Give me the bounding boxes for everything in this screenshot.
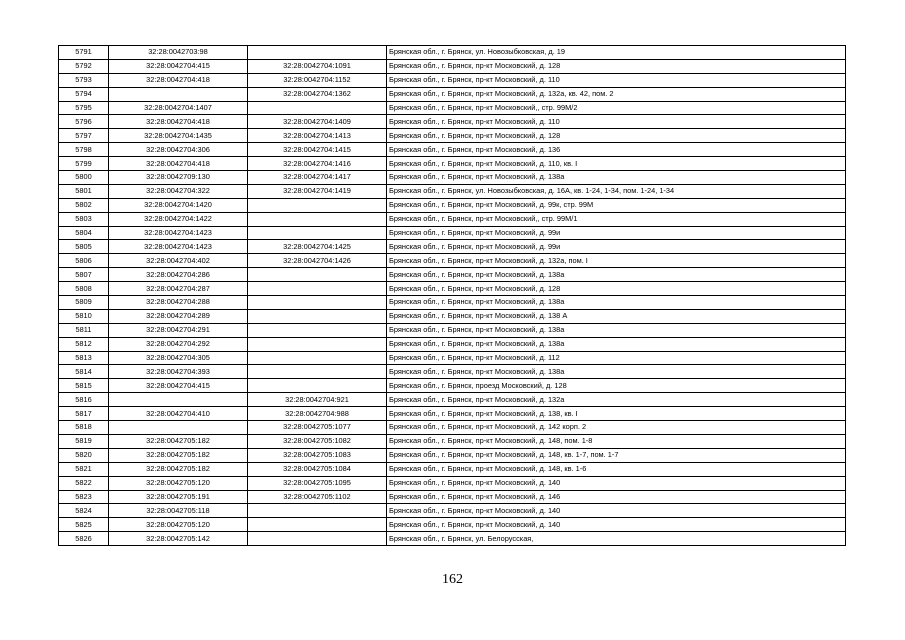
row-number-cell: 5803 <box>59 212 109 226</box>
address-cell: Брянская обл., г. Брянск, пр-кт Московский, д. 138, кв. I <box>387 407 846 421</box>
related-cadastral-cell: 32:28:0042704:1409 <box>248 115 387 129</box>
row-number-cell: 5797 <box>59 129 109 143</box>
related-cadastral-cell <box>248 46 387 60</box>
cadastral-number-cell: 32:28:0042704:305 <box>109 351 248 365</box>
cadastral-number-cell: 32:28:0042704:1420 <box>109 198 248 212</box>
cadastral-number-cell: 32:28:0042704:415 <box>109 59 248 73</box>
row-number-cell: 5808 <box>59 282 109 296</box>
address-cell: Брянская обл., г. Брянск, пр-кт Московский, д. 99к, стр. 99М <box>387 198 846 212</box>
row-number-cell: 5810 <box>59 309 109 323</box>
address-cell: Брянская обл., г. Брянск, пр-кт Московский, д. 138а <box>387 323 846 337</box>
address-cell: Брянская обл., г. Брянск, пр-кт Московский, д. 140 <box>387 504 846 518</box>
cadastral-number-cell: 32:28:0042705:120 <box>109 518 248 532</box>
table-row <box>59 434 846 448</box>
registry-table <box>58 45 846 546</box>
cadastral-number-cell: 32:28:0042704:1435 <box>109 129 248 143</box>
related-cadastral-cell: 32:28:0042705:1077 <box>248 421 387 435</box>
related-cadastral-cell: 32:28:0042704:988 <box>248 407 387 421</box>
related-cadastral-cell <box>248 518 387 532</box>
related-cadastral-cell <box>248 101 387 115</box>
table-row <box>59 101 846 115</box>
address-cell: Брянская обл., г. Брянск, пр-кт Московский, д. 148, кв. 1-7, пом. 1-7 <box>387 448 846 462</box>
row-number-cell: 5816 <box>59 393 109 407</box>
row-number-cell: 5791 <box>59 46 109 60</box>
table-row <box>59 46 846 60</box>
cadastral-number-cell: 32:28:0042704:288 <box>109 296 248 310</box>
table-row <box>59 448 846 462</box>
address-cell: Брянская обл., г. Брянск, пр-кт Московский, д. 128 <box>387 59 846 73</box>
address-cell: Брянская обл., г. Брянск, пр-кт Московский, д. 138а <box>387 365 846 379</box>
table-row <box>59 393 846 407</box>
table-row <box>59 323 846 337</box>
related-cadastral-cell <box>248 226 387 240</box>
related-cadastral-cell: 32:28:0042704:1152 <box>248 73 387 87</box>
table-row <box>59 351 846 365</box>
related-cadastral-cell: 32:28:0042704:1415 <box>248 143 387 157</box>
address-cell: Брянская обл., г. Брянск, пр-кт Московский, д. 138а <box>387 171 846 185</box>
related-cadastral-cell: 32:28:0042704:1426 <box>248 254 387 268</box>
row-number-cell: 5798 <box>59 143 109 157</box>
row-number-cell: 5805 <box>59 240 109 254</box>
page-number: 162 <box>442 572 463 587</box>
address-cell: Брянская обл., г. Брянск, пр-кт Московский, д. 136 <box>387 143 846 157</box>
address-cell: Брянская обл., г. Брянск, пр-кт Московский, д. 140 <box>387 518 846 532</box>
address-cell: Брянская обл., г. Брянск, пр-кт Московский, д. 132а, кв. 42, пом. 2 <box>387 87 846 101</box>
table-row <box>59 518 846 532</box>
cadastral-number-cell: 32:28:0042703:98 <box>109 46 248 60</box>
row-number-cell: 5811 <box>59 323 109 337</box>
address-cell: Брянская обл., г. Брянск, пр-кт Московский, д. 138а <box>387 296 846 310</box>
table-row <box>59 462 846 476</box>
related-cadastral-cell <box>248 282 387 296</box>
related-cadastral-cell: 32:28:0042705:1083 <box>248 448 387 462</box>
cadastral-number-cell <box>109 393 248 407</box>
related-cadastral-cell <box>248 198 387 212</box>
table-body <box>59 46 846 546</box>
cadastral-number-cell: 32:28:0042704:286 <box>109 268 248 282</box>
address-cell: Брянская обл., г. Брянск, ул. Новозыбковская, д. 19 <box>387 46 846 60</box>
address-cell: Брянская обл., г. Брянск, пр-кт Московский, д. 132а <box>387 393 846 407</box>
related-cadastral-cell <box>248 379 387 393</box>
row-number-cell: 5802 <box>59 198 109 212</box>
table-row <box>59 532 846 546</box>
address-cell: Брянская обл., г. Брянск, пр-кт Московский,, стр. 99М/1 <box>387 212 846 226</box>
cadastral-number-cell: 32:28:0042704:291 <box>109 323 248 337</box>
related-cadastral-cell: 32:28:0042704:921 <box>248 393 387 407</box>
cadastral-number-cell: 32:28:0042704:1422 <box>109 212 248 226</box>
row-number-cell: 5809 <box>59 296 109 310</box>
table-row <box>59 407 846 421</box>
cadastral-number-cell: 32:28:0042704:322 <box>109 184 248 198</box>
table-row <box>59 282 846 296</box>
table-row <box>59 129 846 143</box>
address-cell: Брянская обл., г. Брянск, пр-кт Московский, д. 146 <box>387 490 846 504</box>
table-row <box>59 421 846 435</box>
row-number-cell: 5819 <box>59 434 109 448</box>
row-number-cell: 5799 <box>59 157 109 171</box>
cadastral-number-cell: 32:28:0042704:1423 <box>109 240 248 254</box>
cadastral-number-cell: 32:28:0042705:191 <box>109 490 248 504</box>
cadastral-number-cell: 32:28:0042705:182 <box>109 434 248 448</box>
table-row <box>59 268 846 282</box>
address-cell: Брянская обл., г. Брянск, проезд Московский, д. 128 <box>387 379 846 393</box>
cadastral-number-cell <box>109 421 248 435</box>
address-cell: Брянская обл., г. Брянск, пр-кт Московский, д. 112 <box>387 351 846 365</box>
cadastral-number-cell: 32:28:0042704:418 <box>109 157 248 171</box>
table-row <box>59 184 846 198</box>
row-number-cell: 5825 <box>59 518 109 532</box>
related-cadastral-cell <box>248 351 387 365</box>
related-cadastral-cell: 32:28:0042704:1413 <box>248 129 387 143</box>
row-number-cell: 5814 <box>59 365 109 379</box>
row-number-cell: 5820 <box>59 448 109 462</box>
row-number-cell: 5793 <box>59 73 109 87</box>
cadastral-number-cell: 32:28:0042705:142 <box>109 532 248 546</box>
address-cell: Брянская обл., г. Брянск, пр-кт Московский, д. 99и <box>387 240 846 254</box>
related-cadastral-cell: 32:28:0042705:1084 <box>248 462 387 476</box>
row-number-cell: 5792 <box>59 59 109 73</box>
row-number-cell: 5800 <box>59 171 109 185</box>
table-row <box>59 490 846 504</box>
row-number-cell: 5801 <box>59 184 109 198</box>
table-row <box>59 337 846 351</box>
related-cadastral-cell: 32:28:0042704:1419 <box>248 184 387 198</box>
related-cadastral-cell: 32:28:0042704:1425 <box>248 240 387 254</box>
address-cell: Брянская обл., г. Брянск, пр-кт Московский, д. 110, кв. I <box>387 157 846 171</box>
row-number-cell: 5823 <box>59 490 109 504</box>
address-cell: Брянская обл., г. Брянск, пр-кт Московский, д. 138а <box>387 337 846 351</box>
cadastral-number-cell: 32:28:0042704:289 <box>109 309 248 323</box>
table-row <box>59 73 846 87</box>
table-row <box>59 198 846 212</box>
related-cadastral-cell: 32:28:0042704:1416 <box>248 157 387 171</box>
row-number-cell: 5826 <box>59 532 109 546</box>
related-cadastral-cell <box>248 296 387 310</box>
table-row <box>59 115 846 129</box>
address-cell: Брянская обл., г. Брянск, пр-кт Московский,, стр. 99М/2 <box>387 101 846 115</box>
related-cadastral-cell <box>248 337 387 351</box>
cadastral-number-cell: 32:28:0042704:418 <box>109 73 248 87</box>
table-row <box>59 254 846 268</box>
cadastral-number-cell <box>109 87 248 101</box>
address-cell: Брянская обл., г. Брянск, ул. Новозыбковская, д. 16А, кв. 1-24, 1-34, пом. 1-24, 1-34 <box>387 184 846 198</box>
cadastral-number-cell: 32:28:0042704:418 <box>109 115 248 129</box>
table-row <box>59 87 846 101</box>
related-cadastral-cell: 32:28:0042704:1091 <box>248 59 387 73</box>
cadastral-number-cell: 32:28:0042704:402 <box>109 254 248 268</box>
row-number-cell: 5807 <box>59 268 109 282</box>
cadastral-number-cell: 32:28:0042704:1423 <box>109 226 248 240</box>
table-row <box>59 504 846 518</box>
row-number-cell: 5824 <box>59 504 109 518</box>
related-cadastral-cell: 32:28:0042705:1102 <box>248 490 387 504</box>
table-row <box>59 240 846 254</box>
related-cadastral-cell: 32:28:0042705:1095 <box>248 476 387 490</box>
table-row <box>59 309 846 323</box>
related-cadastral-cell: 32:28:0042705:1082 <box>248 434 387 448</box>
cadastral-number-cell: 32:28:0042705:120 <box>109 476 248 490</box>
related-cadastral-cell <box>248 323 387 337</box>
table-row <box>59 143 846 157</box>
address-cell: Брянская обл., г. Брянск, пр-кт Московский, д. 128 <box>387 282 846 296</box>
row-number-cell: 5813 <box>59 351 109 365</box>
address-cell: Брянская обл., г. Брянск, пр-кт Московский, д. 148, пом. 1-8 <box>387 434 846 448</box>
address-cell: Брянская обл., г. Брянск, пр-кт Московский, д. 138 А <box>387 309 846 323</box>
row-number-cell: 5817 <box>59 407 109 421</box>
table-row <box>59 365 846 379</box>
table-row <box>59 157 846 171</box>
related-cadastral-cell <box>248 365 387 379</box>
cadastral-number-cell: 32:28:0042704:1407 <box>109 101 248 115</box>
row-number-cell: 5795 <box>59 101 109 115</box>
related-cadastral-cell <box>248 504 387 518</box>
address-cell: Брянская обл., г. Брянск, пр-кт Московский, д. 148, кв. 1-6 <box>387 462 846 476</box>
cadastral-number-cell: 32:28:0042705:118 <box>109 504 248 518</box>
cadastral-number-cell: 32:28:0042704:306 <box>109 143 248 157</box>
cadastral-number-cell: 32:28:0042709:130 <box>109 171 248 185</box>
row-number-cell: 5818 <box>59 421 109 435</box>
related-cadastral-cell: 32:28:0042704:1417 <box>248 171 387 185</box>
address-cell: Брянская обл., г. Брянск, пр-кт Московский, д. 110 <box>387 115 846 129</box>
table-row <box>59 296 846 310</box>
related-cadastral-cell <box>248 532 387 546</box>
row-number-cell: 5804 <box>59 226 109 240</box>
row-number-cell: 5796 <box>59 115 109 129</box>
cadastral-number-cell: 32:28:0042704:292 <box>109 337 248 351</box>
address-cell: Брянская обл., г. Брянск, пр-кт Московский, д. 132а, пом. I <box>387 254 846 268</box>
table-row <box>59 59 846 73</box>
related-cadastral-cell <box>248 268 387 282</box>
cadastral-number-cell: 32:28:0042705:182 <box>109 462 248 476</box>
related-cadastral-cell: 32:28:0042704:1362 <box>248 87 387 101</box>
address-cell: Брянская обл., г. Брянск, пр-кт Московский, д. 99и <box>387 226 846 240</box>
related-cadastral-cell <box>248 309 387 323</box>
row-number-cell: 5815 <box>59 379 109 393</box>
address-cell: Брянская обл., г. Брянск, пр-кт Московский, д. 128 <box>387 129 846 143</box>
row-number-cell: 5794 <box>59 87 109 101</box>
table-row <box>59 226 846 240</box>
address-cell: Брянская обл., г. Брянск, пр-кт Московский, д. 138а <box>387 268 846 282</box>
address-cell: Брянская обл., г. Брянск, пр-кт Московский, д. 142 корп. 2 <box>387 421 846 435</box>
table-row <box>59 476 846 490</box>
table-row <box>59 379 846 393</box>
row-number-cell: 5812 <box>59 337 109 351</box>
related-cadastral-cell <box>248 212 387 226</box>
cadastral-number-cell: 32:28:0042705:182 <box>109 448 248 462</box>
table-row <box>59 171 846 185</box>
cadastral-number-cell: 32:28:0042704:287 <box>109 282 248 296</box>
table-row <box>59 212 846 226</box>
cadastral-number-cell: 32:28:0042704:410 <box>109 407 248 421</box>
cadastral-number-cell: 32:28:0042704:415 <box>109 379 248 393</box>
row-number-cell: 5822 <box>59 476 109 490</box>
address-cell: Брянская обл., г. Брянск, пр-кт Московский, д. 110 <box>387 73 846 87</box>
address-cell: Брянская обл., г. Брянск, ул. Белорусская, <box>387 532 846 546</box>
row-number-cell: 5806 <box>59 254 109 268</box>
cadastral-number-cell: 32:28:0042704:393 <box>109 365 248 379</box>
address-cell: Брянская обл., г. Брянск, пр-кт Московский, д. 140 <box>387 476 846 490</box>
row-number-cell: 5821 <box>59 462 109 476</box>
